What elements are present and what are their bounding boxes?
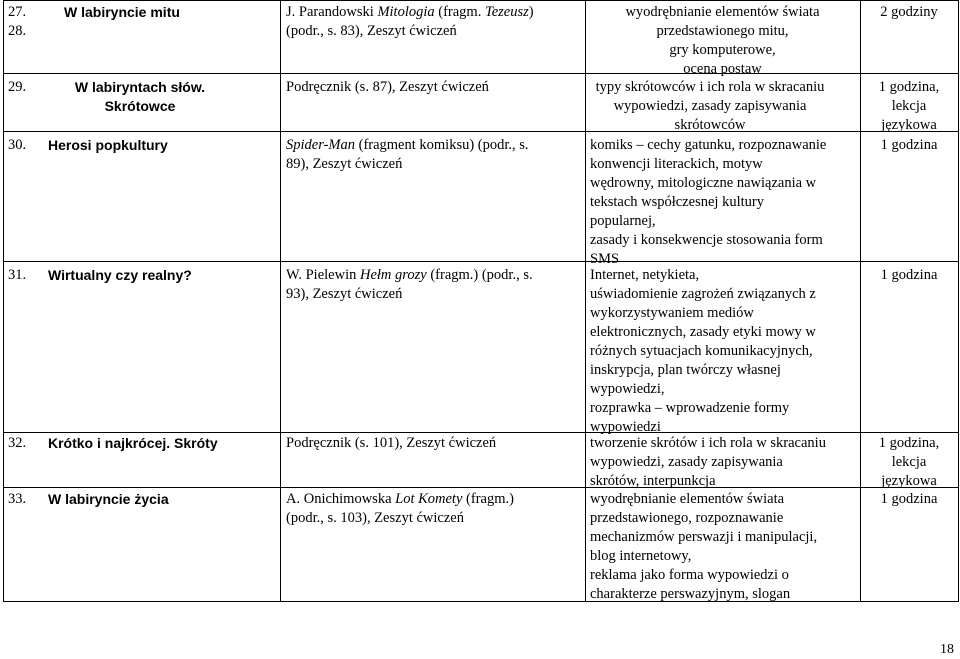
lesson-title: W labiryncie mitu [64, 4, 180, 20]
lesson-hours: 2 godziny [880, 4, 938, 20]
page-number: 18 [940, 642, 954, 657]
lesson-content: typy skrótowców i ich rola w skracaniu wypowiedzi, zasady zapisywania skrótowców [595, 79, 825, 133]
lesson-source: Podręcznik (s. 87), Zeszyt ćwiczeń [286, 79, 489, 95]
lesson-content: wyodrębnianie elementów świata przedstawionego, rozpoznawanie mechanizmów perswazji i manipulacji, blog internetowy, reklama jako forma wypowiedzi o charakterze perswazyjnym, slogan [590, 491, 818, 602]
lesson-title: Herosi popkultury [48, 137, 168, 153]
lesson-hours: 1 godzina [880, 491, 938, 507]
row-number: 27. 28. [8, 4, 27, 39]
lesson-content: tworzenie skrótów i ich rola w skracaniu wypowiedzi, zasady zapisywania skrótów, interpunkcja [590, 435, 826, 489]
row-number: 30. [8, 137, 27, 153]
lesson-content: Internet, netykieta, uświadomienie zagrożeń związanych z wykorzystywaniem mediów elektronicznych, zasady etyki mowy w różnych sytuacjach komunikacyjnych, inskrypcja, plan twórczy własnej wypowiedzi, rozprawka – wprowadzenie formy wypowiedzi [590, 267, 816, 435]
lesson-title: Krótko i najkrócej. Skróty [48, 435, 218, 451]
lesson-source: Spider-Man (fragment komiksu) (podr., s. 89), Zeszyt ćwiczeń [286, 137, 529, 172]
row-number: 33. [8, 491, 27, 507]
lesson-title: W labiryncie życia [48, 491, 169, 507]
row-number: 32. [8, 435, 27, 451]
lesson-source: W. Pielewin Hełm grozy (fragm.) (podr., s. 93), Zeszyt ćwiczeń [286, 267, 533, 302]
lesson-source: A. Onichimowska Lot Komety (fragm.) (podr., s. 103), Zeszyt ćwiczeń [286, 491, 514, 526]
lesson-hours: 1 godzina [880, 267, 938, 283]
lesson-source: Podręcznik (s. 101), Zeszyt ćwiczeń [286, 435, 497, 451]
lesson-hours: 1 godzina [880, 137, 938, 153]
lesson-content: komiks – cechy gatunku, rozpoznawanie konwencji literackich, motyw wędrowny, mitologiczne nawiązania w tekstach współczesnej kultury popularnej, zasady i konsekwencje stosowania form SMS [590, 137, 827, 267]
row-number: 29. [8, 79, 27, 95]
lesson-title: W labiryntach słów. Skrótowce [74, 79, 206, 114]
lesson-source: J. Parandowski Mitologia (fragm. Tezeusz) (podr., s. 83), Zeszyt ćwiczeń [286, 4, 534, 39]
lesson-content: wyodrębnianie elementów świata przedstawionego mitu, gry komputerowe, ocena postaw [625, 4, 820, 77]
lesson-hours: 1 godzina, lekcja językowa [878, 435, 940, 489]
lesson-hours: 1 godzina, lekcja językowa [878, 79, 940, 133]
row-number: 31. [8, 267, 27, 283]
lesson-title: Wirtualny czy realny? [48, 267, 192, 283]
